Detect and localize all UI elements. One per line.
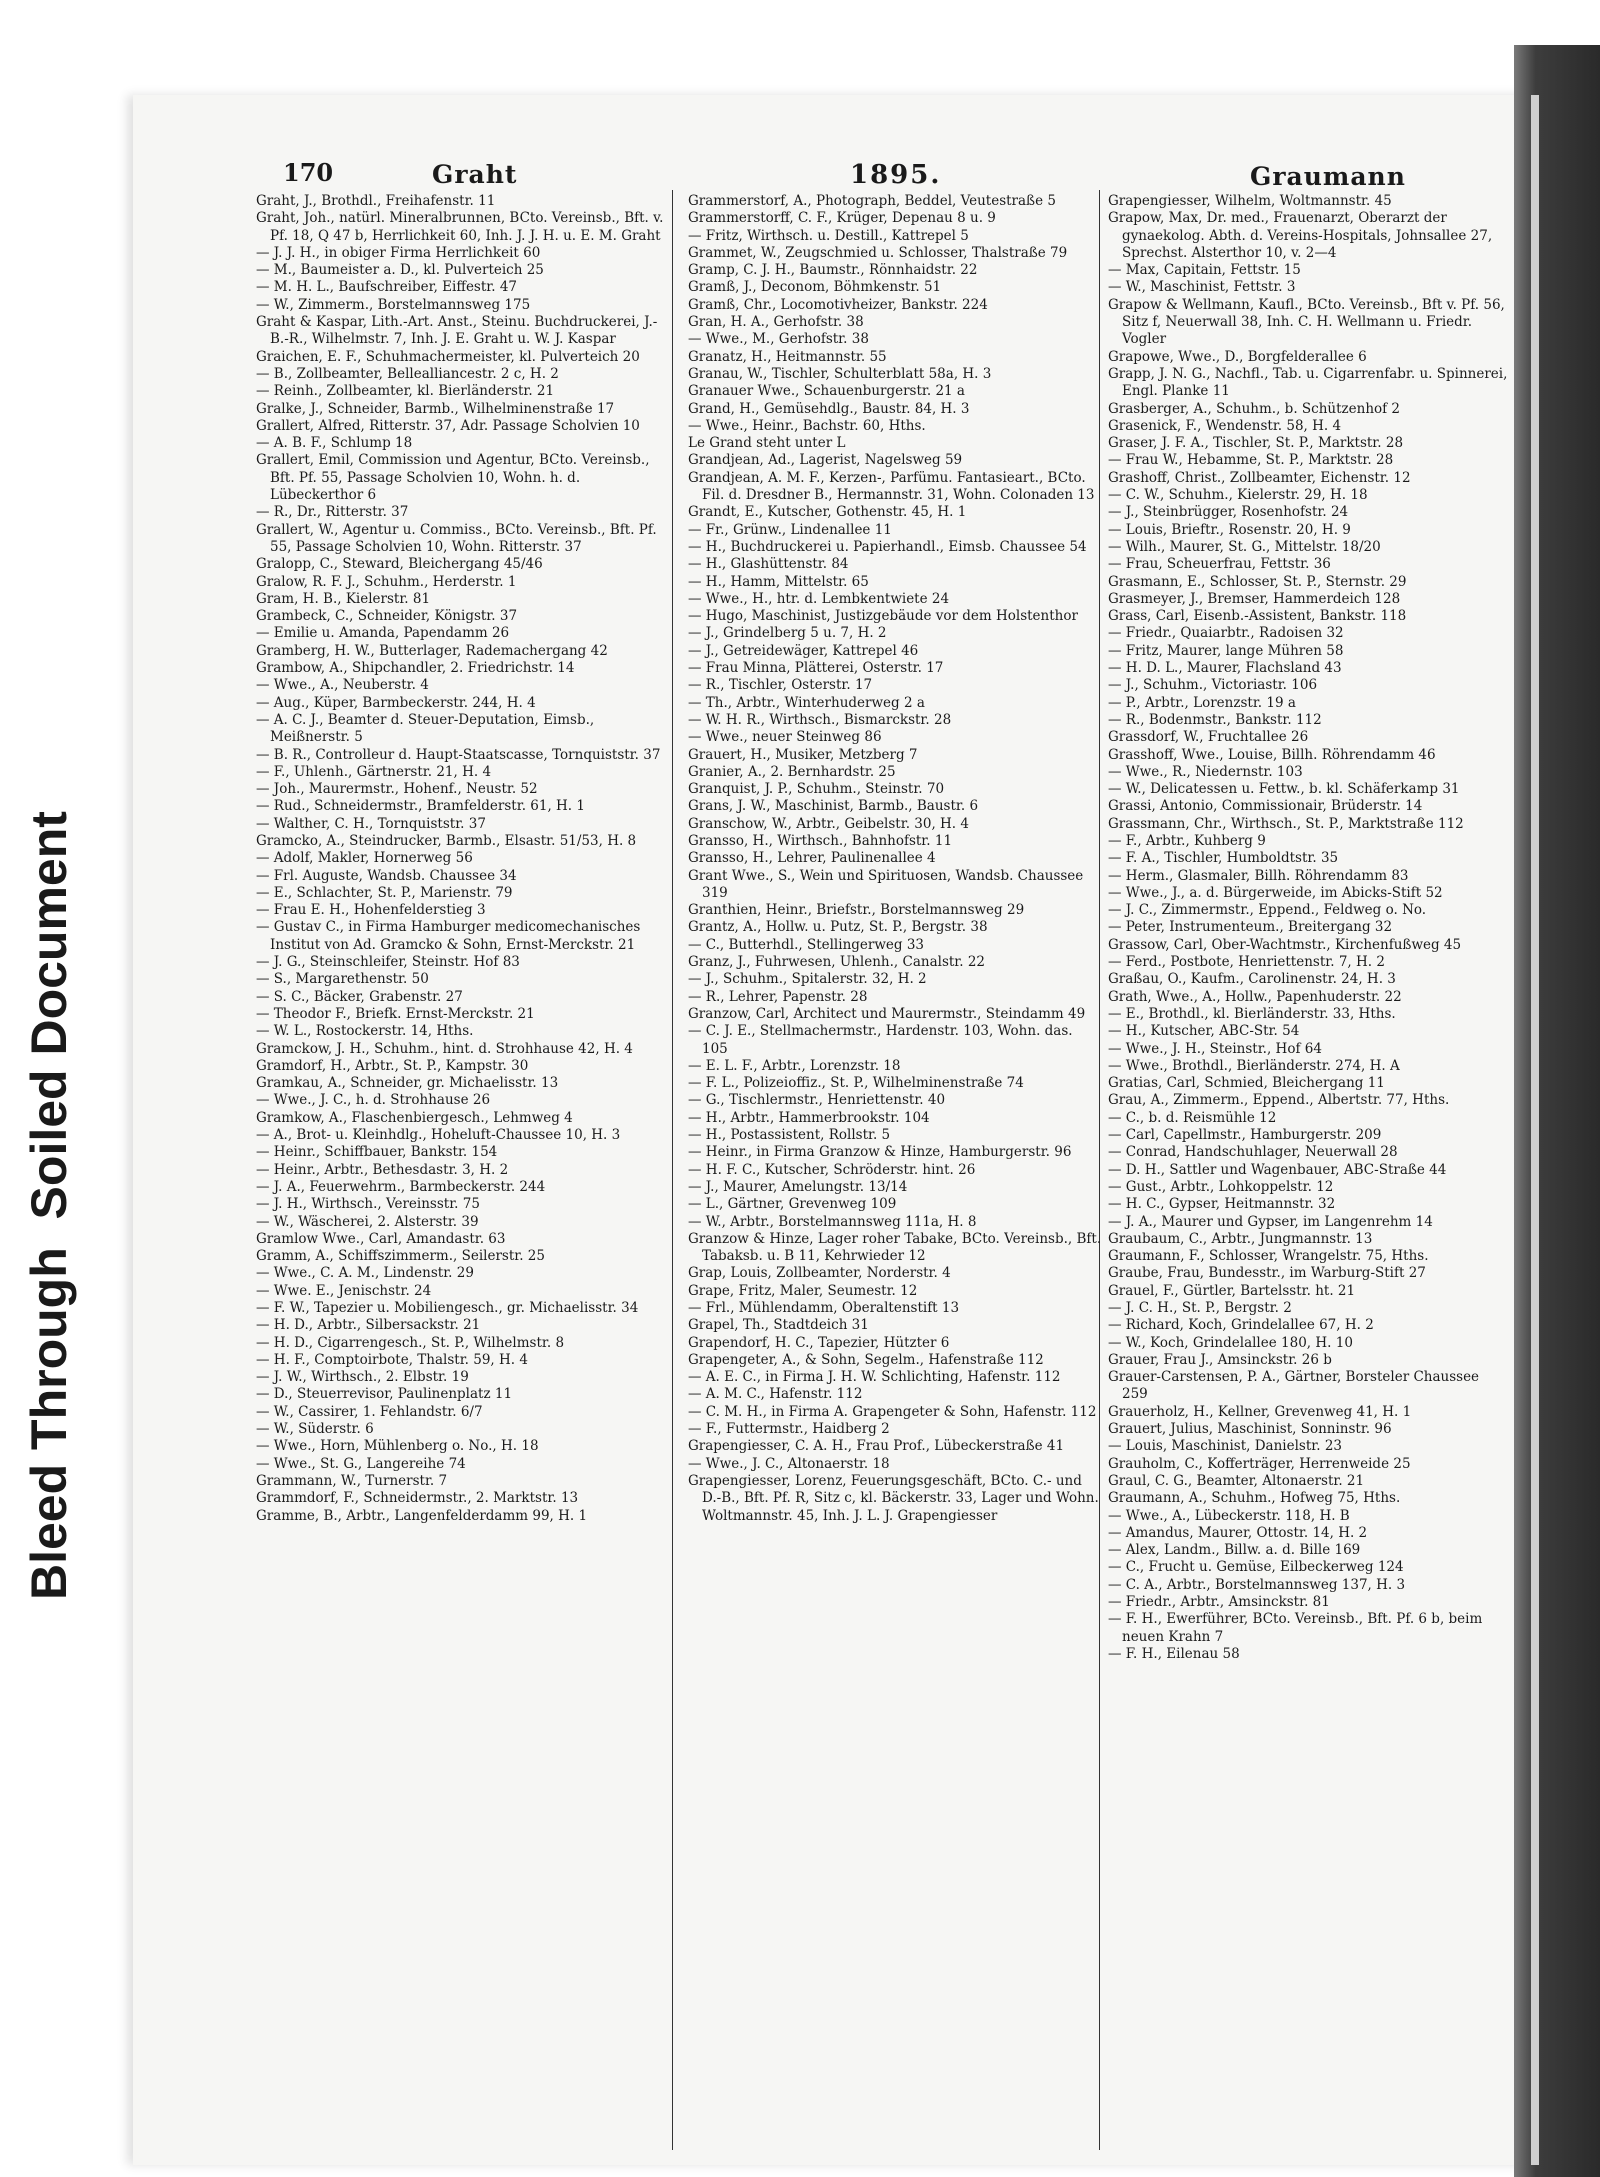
directory-entry: — E., Brothdl., kl. Bierländerstr. 33, Hths. bbox=[1108, 1005, 1396, 1022]
directory-entry: — H., Arbtr., Hammerbrookstr. 104 bbox=[688, 1109, 930, 1126]
directory-entry: Grauert, Julius, Maschinist, Sonninstr. 96 bbox=[1108, 1421, 1392, 1438]
directory-entry: Gransso, H., Lehrer, Paulinenallee 4 bbox=[688, 850, 936, 867]
directory-entry: — A. C. J., Beamter d. Steuer-Deputation, Eimsb., Meißnerstr. 5 bbox=[256, 711, 595, 746]
directory-entry: — J. C., Zimmermstr., Eppend., Feldweg o. No. bbox=[1108, 902, 1427, 919]
directory-entry: Grasberger, A., Schuhm., b. Schützenhof 2 bbox=[1108, 400, 1401, 417]
directory-entry: Gramß, Chr., Locomotivheizer, Bankstr. 224 bbox=[688, 296, 988, 313]
directory-entry: Grauholm, C., Kofferträger, Herrenweide 25 bbox=[1108, 1455, 1411, 1472]
directory-entry: Graht, J., Brothdl., Freihafenstr. 11 bbox=[256, 193, 496, 209]
directory-entry: Grant Wwe., S., Wein und Spirituosen, Wandsb. Chaussee 319 bbox=[688, 867, 1084, 901]
directory-entry: Grammerstorf, A., Photograph, Beddel, Veutestraße 5 bbox=[688, 193, 1056, 209]
directory-entry: Grallert, W., Agentur u. Commiss., BCto. Vereinsb., Bft. Pf. 55, Passage Scholvien 10, Wohn. Ritterstr. 37 bbox=[256, 521, 657, 555]
directory-entry: — J. A., Feuerwehrm., Barmbeckerstr. 244 bbox=[256, 1178, 546, 1195]
directory-entry: Granier, A., 2. Bernhardstr. 25 bbox=[688, 763, 896, 780]
directory-entry: — S. C., Bäcker, Grabenstr. 27 bbox=[256, 988, 463, 1005]
directory-column-3 bbox=[1108, 193, 1508, 2153]
directory-entry: — M. H. L., Baufschreiber, Eiffestr. 47 bbox=[256, 279, 518, 296]
directory-entry: — W. L., Rostockerstr. 14, Hths. bbox=[256, 1023, 474, 1040]
directory-entry: Grapengiesser, C. A. H., Frau Prof., Lübeckerstraße 41 bbox=[688, 1438, 1065, 1455]
directory-entry: Grapowe, Wwe., D., Borgfelderallee 6 bbox=[1108, 348, 1367, 365]
directory-entry: Grapendorf, H. C., Tapezier, Hützter 6 bbox=[688, 1334, 950, 1351]
directory-entry: — Friedr., Quaiarbtr., Radoisen 32 bbox=[1108, 625, 1344, 642]
directory-entry: — P., Arbtr., Lorenzstr. 19 a bbox=[1108, 694, 1296, 711]
directory-entry: — W., Koch, Grindelallee 180, H. 10 bbox=[1108, 1334, 1353, 1351]
directory-entry: — Alex, Landm., Billw. a. d. Bille 169 bbox=[1108, 1542, 1361, 1559]
directory-entry: — R., Dr., Ritterstr. 37 bbox=[256, 504, 409, 521]
directory-entry: — J. J. H., in obiger Firma Herrlichkeit 60 bbox=[256, 244, 541, 261]
directory-entry: Gramß, J., Deconom, Böhmkenstr. 51 bbox=[688, 279, 942, 296]
directory-entry: Grassmann, Chr., Wirthsch., St. P., Marktstraße 112 bbox=[1108, 815, 1464, 832]
directory-entry: Grauer, Frau J., Amsinckstr. 26 b bbox=[1108, 1351, 1332, 1368]
directory-entry: Grapengiesser, Wilhelm, Woltmannstr. 45 bbox=[1108, 193, 1392, 209]
directory-entry: — J., Schuhm., Spitalerstr. 32, H. 2 bbox=[688, 971, 927, 988]
directory-entry: — R., Tischler, Osterstr. 17 bbox=[688, 677, 873, 694]
directory-entry: — C., b. d. Reismühle 12 bbox=[1108, 1109, 1277, 1126]
watermark-bleed-through: Bleed Through bbox=[21, 1247, 77, 1600]
directory-entry: Grauert, H., Musiker, Metzberg 7 bbox=[688, 746, 918, 763]
directory-entry: — Gustav C., in Firma Hamburger medicomechanisches Institut von Ad. Gramcko & Sohn, Ernst-Merckstr. 21 bbox=[256, 919, 641, 953]
directory-entry: — Carl, Capellmstr., Hamburgerstr. 209 bbox=[1108, 1127, 1382, 1144]
directory-entry: — F., Uhlenh., Gärtnerstr. 21, H. 4 bbox=[256, 763, 492, 780]
directory-entry: — W., Zimmerm., Borstelmannsweg 175 bbox=[256, 296, 531, 313]
directory-entry: Graul, C. G., Beamter, Altonaerstr. 21 bbox=[1108, 1472, 1365, 1489]
directory-entry: — Louis, Brieftr., Rosenstr. 20, H. 9 bbox=[1108, 521, 1351, 538]
directory-entry: — C. J. E., Stellmachermstr., Hardenstr. 103, Wohn. das. 105 bbox=[688, 1023, 1073, 1057]
directory-entry: Graser, J. F. A., Tischler, St. P., Marktstr. 28 bbox=[1108, 435, 1404, 452]
directory-entry: — H. F., Comptoirbote, Thalstr. 59, H. 4 bbox=[256, 1351, 528, 1368]
directory-entry: Grau, A., Zimmerm., Eppend., Albertstr. 77, Hths. bbox=[1108, 1092, 1450, 1109]
directory-entry: — J. A., Maurer und Gypser, im Langenrehm 14 bbox=[1108, 1213, 1433, 1230]
directory-entry: Graßau, O., Kaufm., Carolinenstr. 24, H. 3 bbox=[1108, 971, 1396, 988]
directory-entry: — H. F. C., Kutscher, Schröderstr. hint. 26 bbox=[688, 1161, 976, 1178]
directory-entry: Grapengeter, A., & Sohn, Segelm., Hafenstraße 112 bbox=[688, 1351, 1044, 1368]
directory-entry: — Frl. Auguste, Wandsb. Chaussee 34 bbox=[256, 867, 517, 884]
directory-entry: — Heinr., Arbtr., Bethesdastr. 3, H. 2 bbox=[256, 1161, 509, 1178]
scan-warning-label bbox=[20, 811, 78, 1600]
directory-entry: — W., Süderstr. 6 bbox=[256, 1421, 374, 1438]
directory-entry: — Reinh., Zollbeamter, kl. Bierländerstr. 21 bbox=[256, 383, 555, 400]
directory-entry: — J., Getreidewäger, Kattrepel 46 bbox=[688, 642, 919, 659]
directory-entry: Grambow, A., Shipchandler, 2. Friedrichstr. 14 bbox=[256, 660, 575, 677]
directory-entry: — C. A., Arbtr., Borstelmannsweg 137, H. 3 bbox=[1108, 1576, 1406, 1593]
directory-entry: — Heinr., Schiffbauer, Bankstr. 154 bbox=[256, 1144, 498, 1161]
directory-entry: — Fritz, Maurer, lange Mühren 58 bbox=[1108, 642, 1344, 659]
directory-entry: — Herm., Glasmaler, Billh. Röhrendamm 83 bbox=[1108, 867, 1409, 884]
directory-entry: Grassi, Antonio, Commissionair, Brüderstr. 14 bbox=[1108, 798, 1423, 815]
directory-entry: — Max, Capitain, Fettstr. 15 bbox=[1108, 262, 1301, 279]
directory-entry: — W., Wäscherei, 2. Alsterstr. 39 bbox=[256, 1213, 479, 1230]
directory-entry: — H., Glashüttenstr. 84 bbox=[688, 556, 849, 573]
directory-entry: Gransso, H., Wirthsch., Bahnhofstr. 11 bbox=[688, 832, 953, 849]
directory-column-1 bbox=[256, 193, 666, 2153]
directory-entry: — J., Maurer, Amelungstr. 13/14 bbox=[688, 1178, 908, 1195]
directory-entry: — J. W., Wirthsch., 2. Elbstr. 19 bbox=[256, 1369, 469, 1386]
directory-entry: Gralke, J., Schneider, Barmb., Wilhelminenstraße 17 bbox=[256, 400, 615, 417]
directory-entry: — Frl., Mühlendamm, Oberaltenstift 13 bbox=[688, 1300, 960, 1316]
directory-entry: Graumann, F., Schlosser, Wrangelstr. 75, Hths. bbox=[1108, 1248, 1429, 1265]
directory-entry: — H., Buchdruckerei u. Papierhandl., Eimsb. Chaussee 54 bbox=[688, 538, 1087, 555]
directory-entry: Gramme, B., Arbtr., Langenfelderdamm 99, H. 1 bbox=[256, 1507, 588, 1524]
directory-entry: — Rud., Schneidermstr., Bramfelderstr. 61, H. 1 bbox=[256, 798, 585, 815]
directory-entry: Grath, Wwe., A., Hollw., Papenhuderstr. 22 bbox=[1108, 988, 1402, 1005]
watermark-soiled-document: Soiled Document bbox=[21, 811, 77, 1220]
directory-entry: — H., Postassistent, Rollstr. 5 bbox=[688, 1127, 891, 1144]
header-left-keyword: Graht bbox=[432, 160, 518, 189]
directory-entry: Grammann, W., Turnerstr. 7 bbox=[256, 1472, 448, 1489]
directory-entry: Graht & Kaspar, Lith.-Art. Anst., Steinu. Buchdruckerei, J.-B.-R., Wilhelmstr. 7, Inh. J. E. Graht u. W. J. Kaspar bbox=[256, 314, 658, 348]
directory-entry: Granthien, Heinr., Briefstr., Borstelmannsweg 29 bbox=[688, 902, 1025, 919]
directory-entry: — H. D., Cigarrengesch., St. P., Wilhelmstr. 8 bbox=[256, 1334, 565, 1351]
directory-entry: Granquist, J. P., Schuhm., Steinstr. 70 bbox=[688, 781, 945, 798]
directory-entry: — R., Lehrer, Papenstr. 28 bbox=[688, 988, 868, 1005]
directory-entry: Gramlow Wwe., Carl, Amandastr. 63 bbox=[256, 1230, 506, 1247]
directory-entry: Gramcko, A., Steindrucker, Barmb., Elsastr. 51/53, H. 8 bbox=[256, 832, 637, 849]
page-edge bbox=[1531, 95, 1539, 2165]
directory-entry: Grandjean, A. M. F., Kerzen-, Parfümu. Fantasieart., BCto. Fil. d. Dresdner B., Hermannstr. 31, Wohn. Colonaden 13 bbox=[688, 469, 1095, 504]
directory-entry: Le Grand steht unter L bbox=[688, 435, 846, 452]
directory-entry: — Adolf, Makler, Hornerweg 56 bbox=[256, 850, 473, 867]
directory-entry: — F. W., Tapezier u. Mobiliengesch., gr. Michaelisstr. 34 bbox=[256, 1300, 639, 1316]
directory-entry: Grasmeyer, J., Bremser, Hammerdeich 128 bbox=[1108, 590, 1401, 607]
directory-entry: — J. C. H., St. P., Bergstr. 2 bbox=[1108, 1300, 1292, 1316]
directory-entry: — Fritz, Wirthsch. u. Destill., Kattrepel 5 bbox=[688, 227, 969, 244]
directory-entry: Grasmann, E., Schlosser, St. P., Sternstr. 29 bbox=[1108, 573, 1407, 590]
directory-entry: Graube, Frau, Bundesstr., im Warburg-Stift 27 bbox=[1108, 1265, 1426, 1282]
directory-entry: Grape, Fritz, Maler, Seumestr. 12 bbox=[688, 1282, 918, 1299]
directory-entry: — Wwe., C. A. M., Lindenstr. 29 bbox=[256, 1265, 474, 1282]
directory-entry: — Frau Minna, Plätterei, Osterstr. 17 bbox=[688, 660, 944, 677]
directory-entry: — Richard, Koch, Grindelallee 67, H. 2 bbox=[1108, 1317, 1374, 1334]
directory-entry: — Amandus, Maurer, Ottostr. 14, H. 2 bbox=[1108, 1524, 1368, 1541]
directory-entry: — Friedr., Arbtr., Amsinckstr. 81 bbox=[1108, 1594, 1330, 1611]
directory-entry: — Wwe., H., htr. d. Lembkentwiete 24 bbox=[688, 590, 950, 607]
directory-entry: — Conrad, Handschuhlager, Neuerwall 28 bbox=[1108, 1144, 1398, 1161]
directory-entry: Granschow, W., Arbtr., Geibelstr. 30, H. 4 bbox=[688, 815, 969, 832]
directory-entry: — W. H. R., Wirthsch., Bismarckstr. 28 bbox=[688, 711, 952, 728]
directory-entry: — W., Maschinist, Fettstr. 3 bbox=[1108, 279, 1296, 296]
directory-entry: Grauerholz, H., Kellner, Grevenweg 41, H. 1 bbox=[1108, 1403, 1412, 1420]
directory-entry: Granz, J., Fuhrwesen, Uhlenh., Canalstr. 22 bbox=[688, 954, 986, 971]
directory-entry: Grapengiesser, Lorenz, Feuerungsgeschäft, BCto. C.- und D.-B., Bft. Pf. R, Sitz c, kl. Bäckerstr. 33, Lager und Wohn. Woltmannstr. 45, Inh. J. L. J. Grapengiesser bbox=[688, 1472, 1099, 1524]
directory-entry: — D. H., Sattler und Wagenbauer, ABC-Straße 44 bbox=[1108, 1161, 1447, 1178]
directory-entry: — E., Schlachter, St. P., Marienstr. 79 bbox=[256, 884, 513, 901]
directory-entry: — Wwe., J., a. d. Bürgerweide, im Abicks-Stift 52 bbox=[1108, 884, 1443, 901]
directory-entry: — B., Zollbeamter, Bellealliancestr. 2 c, H. 2 bbox=[256, 365, 559, 382]
directory-entry: Grapow & Wellmann, Kaufl., BCto. Vereinsb., Bft v. Pf. 56, Sitz f, Neuerwall 38, Inh. C. H. Wellmann u. Friedr. Vogler bbox=[1108, 296, 1505, 348]
directory-entry: Graubaum, C., Arbtr., Jungmannstr. 13 bbox=[1108, 1230, 1373, 1247]
directory-entry: — H. C., Gypser, Heitmannstr. 32 bbox=[1108, 1196, 1336, 1213]
directory-entry: — Gust., Arbtr., Lohkoppelstr. 12 bbox=[1108, 1178, 1334, 1195]
directory-entry: — Hugo, Maschinist, Justizgebäude vor dem Holstenthor bbox=[688, 608, 1078, 625]
directory-entry: — F. L., Polizeioffiz., St. P., Wilhelminenstraße 74 bbox=[688, 1075, 1024, 1092]
book-edge-shadow bbox=[1514, 45, 1600, 2177]
directory-entry: — H. D. L., Maurer, Flachsland 43 bbox=[1108, 660, 1342, 677]
directory-entry: Grasshoff, Wwe., Louise, Billh. Röhrendamm 46 bbox=[1108, 746, 1436, 763]
directory-entry: — Emilie u. Amanda, Papendamm 26 bbox=[256, 625, 510, 642]
directory-entry: Grapp, J. N. G., Nachfl., Tab. u. Cigarrenfabr. u. Spinnerei, Engl. Planke 11 bbox=[1108, 365, 1508, 400]
directory-entry: Graht, Joh., natürl. Mineralbrunnen, BCto. Vereinsb., Bft. v. Pf. 18, Q 47 b, Herrlichkeit 60, Inh. J. J. H. u. E. M. Graht bbox=[256, 210, 664, 244]
directory-entry: Gratias, Carl, Schmied, Bleichergang 11 bbox=[1108, 1075, 1385, 1092]
directory-entry: — Frau, Scheuerfrau, Fettstr. 36 bbox=[1108, 556, 1331, 573]
directory-entry: Grand, H., Gemüsehdlg., Baustr. 84, H. 3 bbox=[688, 400, 970, 417]
directory-entry: — A. M. C., Hafenstr. 112 bbox=[688, 1386, 863, 1403]
directory-entry: — G., Tischlermstr., Henriettenstr. 40 bbox=[688, 1092, 946, 1109]
directory-entry: — F. A., Tischler, Humboldtstr. 35 bbox=[1108, 850, 1339, 867]
directory-entry: — A., Brot- u. Kleinhdlg., Hoheluft-Chaussee 10, H. 3 bbox=[256, 1127, 621, 1144]
directory-entry: — Joh., Maurermstr., Hohenf., Neustr. 52 bbox=[256, 781, 538, 798]
directory-entry: Grassdorf, W., Fruchtallee 26 bbox=[1108, 729, 1309, 746]
directory-entry: — B. R., Controlleur d. Haupt-Staatscasse, Tornquiststr. 37 bbox=[256, 746, 661, 763]
directory-entry: Gramp, C. J. H., Baumstr., Rönnhaidstr. 22 bbox=[688, 262, 978, 279]
directory-entry: — M., Baumeister a. D., kl. Pulverteich 25 bbox=[256, 262, 544, 279]
directory-entry: — C. M. H., in Firma A. Grapengeter & Sohn, Hafenstr. 112 bbox=[688, 1403, 1097, 1420]
header-right-keyword: Graumann bbox=[1250, 162, 1406, 191]
directory-entry: — Wwe., J. C., Altonaerstr. 18 bbox=[688, 1455, 890, 1472]
directory-entry: Grauel, F., Gürtler, Bartelsstr. ht. 21 bbox=[1108, 1282, 1356, 1299]
directory-entry: — Wwe., St. G., Langereihe 74 bbox=[256, 1455, 466, 1472]
directory-entry: — Aug., Küper, Barmbeckerstr. 244, H. 4 bbox=[256, 694, 536, 711]
directory-entry: — Wwe., A., Neuberstr. 4 bbox=[256, 677, 429, 694]
directory-entry: Gralopp, C., Steward, Bleichergang 45/46 bbox=[256, 556, 543, 573]
directory-entry: — W., Arbtr., Borstelmannsweg 111a, H. 8 bbox=[688, 1213, 977, 1230]
directory-entry: Granatz, H., Heitmannstr. 55 bbox=[688, 348, 887, 365]
directory-entry: — Wilh., Maurer, St. G., Mittelstr. 18/20 bbox=[1108, 538, 1381, 555]
directory-entry: Gramkow, A., Flaschenbiergesch., Lehmweg 4 bbox=[256, 1109, 573, 1126]
directory-entry: Grandjean, Ad., Lagerist, Nagelsweg 59 bbox=[688, 452, 963, 469]
directory-entry: — J. G., Steinschleifer, Steinstr. Hof 83 bbox=[256, 954, 520, 971]
directory-entry: Grass, Carl, Eisenb.-Assistent, Bankstr. 118 bbox=[1108, 608, 1407, 625]
directory-entry: — Theodor F., Briefk. Ernst-Merckstr. 21 bbox=[256, 1005, 535, 1022]
directory-entry: — Wwe., Heinr., Bachstr. 60, Hths. bbox=[688, 417, 926, 434]
directory-entry: — Frau W., Hebamme, St. P., Marktstr. 28 bbox=[1108, 452, 1394, 469]
directory-entry: Grap, Louis, Zollbeamter, Norderstr. 4 bbox=[688, 1265, 951, 1282]
directory-entry: — F., Arbtr., Kuhberg 9 bbox=[1108, 832, 1266, 849]
directory-entry: — Heinr., in Firma Granzow & Hinze, Hamburgerstr. 96 bbox=[688, 1144, 1072, 1161]
directory-entry: Gramdorf, H., Arbtr., St. P., Kampstr. 30 bbox=[256, 1057, 529, 1074]
directory-entry: Grassow, Carl, Ober-Wachtmstr., Kirchenfußweg 45 bbox=[1108, 936, 1462, 953]
directory-entry: — J., Grindelberg 5 u. 7, H. 2 bbox=[688, 625, 887, 642]
directory-entry: — D., Steuerrevisor, Paulinenplatz 11 bbox=[256, 1386, 513, 1403]
directory-entry: Grauer-Carstensen, P. A., Gärtner, Borsteler Chaussee 259 bbox=[1108, 1369, 1480, 1403]
directory-entry: — Ferd., Postbote, Henriettenstr. 7, H. 2 bbox=[1108, 954, 1385, 971]
directory-entry: — Wwe., Brothdl., Bierländerstr. 274, H. A bbox=[1108, 1057, 1400, 1074]
directory-entry: — L., Gärtner, Grevenweg 109 bbox=[688, 1196, 897, 1213]
directory-entry: Graichen, E. F., Schuhmachermeister, kl. Pulverteich 20 bbox=[256, 348, 640, 365]
directory-entry: Gram, H. B., Kielerstr. 81 bbox=[256, 590, 431, 607]
directory-entry: Grasenick, F., Wendenstr. 58, H. 4 bbox=[1108, 417, 1342, 434]
directory-entry: — Wwe., neuer Steinweg 86 bbox=[688, 729, 882, 746]
directory-entry: — E. L. F., Arbtr., Lorenzstr. 18 bbox=[688, 1057, 901, 1074]
directory-entry: Grantz, A., Hollw. u. Putz, St. P., Bergstr. 38 bbox=[688, 919, 988, 936]
directory-entry: — A. B. F., Schlump 18 bbox=[256, 435, 413, 452]
directory-entry: — H. D., Arbtr., Silbersackstr. 21 bbox=[256, 1317, 481, 1334]
directory-entry: Gramkau, A., Schneider, gr. Michaelisstr. 13 bbox=[256, 1075, 559, 1092]
directory-entry: Granauer Wwe., Schauenburgerstr. 21 a bbox=[688, 383, 965, 400]
directory-entry: — Louis, Maschinist, Danielstr. 23 bbox=[1108, 1438, 1343, 1455]
directory-entry: Grashoff, Christ., Zollbeamter, Eichenstr. 12 bbox=[1108, 469, 1411, 486]
directory-entry: — J., Steinbrügger, Rosenhofstr. 24 bbox=[1108, 504, 1349, 521]
directory-entry: — Wwe., Horn, Mühlenberg o. No., H. 18 bbox=[256, 1438, 539, 1455]
directory-entry: — C. W., Schuhm., Kielerstr. 29, H. 18 bbox=[1108, 487, 1368, 504]
directory-entry: Granau, W., Tischler, Schulterblatt 58a, H. 3 bbox=[688, 365, 992, 382]
directory-entry: — Wwe., A., Lübeckerstr. 118, H. B bbox=[1108, 1507, 1350, 1524]
directory-entry: Grallert, Emil, Commission und Agentur, BCto. Vereinsb., Bft. Pf. 55, Passage Scholvien 10, Wohn. h. d. Lübeckerthor 6 bbox=[256, 452, 650, 504]
directory-entry: — C., Butterhdl., Stellingerweg 33 bbox=[688, 936, 924, 953]
directory-entry: — S., Margarethenstr. 50 bbox=[256, 971, 429, 988]
directory-entry: — Frau E. H., Hohenfelderstieg 3 bbox=[256, 902, 486, 919]
directory-entry: — Fr., Grünw., Lindenallee 11 bbox=[688, 521, 892, 538]
directory-entry: — Wwe. E., Jenischstr. 24 bbox=[256, 1282, 432, 1299]
directory-entry: Grammet, W., Zeugschmied u. Schlosser, Thalstraße 79 bbox=[688, 244, 1068, 261]
directory-entry: — J. H., Wirthsch., Vereinsstr. 75 bbox=[256, 1196, 480, 1213]
page-number: 170 bbox=[283, 158, 334, 187]
directory-entry: — Peter, Instrumenteum., Breitergang 32 bbox=[1108, 919, 1393, 936]
directory-entry: Gramckow, J. H., Schuhm., hint. d. Strohhause 42, H. 4 bbox=[256, 1040, 633, 1057]
directory-entry: Grandt, E., Kutscher, Gothenstr. 45, H. 1 bbox=[688, 504, 967, 521]
directory-entry: Grammdorf, F., Schneidermstr., 2. Marktstr. 13 bbox=[256, 1490, 579, 1507]
column-divider bbox=[672, 190, 673, 2150]
directory-entry: — F., Futtermstr., Haidberg 2 bbox=[688, 1421, 890, 1438]
directory-entry: Grapow, Max, Dr. med., Frauenarzt, Oberarzt der gynaekolog. Abth. d. Vereins-Hospitals, Johnsallee 27, Sprechst. Alsterthor 10, v. 2—4 bbox=[1108, 210, 1493, 261]
directory-entry: Gralow, R. F. J., Schuhm., Herderstr. 1 bbox=[256, 573, 517, 590]
directory-entry: — W., Delicatessen u. Fettw., b. kl. Schäferkamp 31 bbox=[1108, 781, 1460, 798]
directory-entry: Granzow & Hinze, Lager roher Tabake, BCto. Vereinsb., Bft. Tabaksb. u. B 11, Kehrwieder 12 bbox=[688, 1230, 1102, 1265]
directory-entry: — Wwe., J. C., h. d. Strohhause 26 bbox=[256, 1092, 491, 1109]
header-year: 1895. bbox=[850, 160, 942, 190]
directory-entry: — F. H., Ewerführer, BCto. Vereinsb., Bft. Pf. 6 b, beim neuen Krahn 7 bbox=[1108, 1611, 1483, 1645]
directory-entry: — A. E. C., in Firma J. H. W. Schlichting, Hafenstr. 112 bbox=[688, 1369, 1061, 1386]
directory-entry: — J., Schuhm., Victoriastr. 106 bbox=[1108, 677, 1318, 694]
directory-entry: Gramberg, H. W., Butterlager, Rademachergang 42 bbox=[256, 642, 608, 659]
directory-entry: — R., Bodenmstr., Bankstr. 112 bbox=[1108, 711, 1322, 728]
directory-entry: — H., Hamm, Mittelstr. 65 bbox=[688, 573, 869, 590]
directory-entry: Gran, H. A., Gerhofstr. 38 bbox=[688, 314, 864, 331]
directory-entry: Grammerstorff, C. F., Krüger, Depenau 8 u. 9 bbox=[688, 210, 996, 227]
directory-entry: Granzow, Carl, Architect und Maurermstr., Steindamm 49 bbox=[688, 1005, 1086, 1022]
directory-entry: Gramm, A., Schiffszimmerm., Seilerstr. 25 bbox=[256, 1248, 545, 1265]
directory-column-2 bbox=[688, 193, 1102, 2153]
directory-entry: — Wwe., M., Gerhofstr. 38 bbox=[688, 331, 869, 348]
directory-entry: — F. H., Eilenau 58 bbox=[1108, 1645, 1240, 1662]
directory-entry: — Th., Arbtr., Winterhuderweg 2 a bbox=[688, 694, 925, 711]
directory-entry: — H., Kutscher, ABC-Str. 54 bbox=[1108, 1023, 1300, 1040]
directory-entry: Grapel, Th., Stadtdeich 31 bbox=[688, 1317, 869, 1334]
directory-entry: — W., Cassirer, 1. Fehlandstr. 6/7 bbox=[256, 1403, 483, 1420]
directory-entry: — Wwe., R., Niedernstr. 103 bbox=[1108, 763, 1303, 780]
directory-entry: Grans, J. W., Maschinist, Barmb., Baustr. 6 bbox=[688, 798, 979, 815]
directory-entry: Graumann, A., Schuhm., Hofweg 75, Hths. bbox=[1108, 1490, 1401, 1507]
directory-entry: — C., Frucht u. Gemüse, Eilbeckerweg 124 bbox=[1108, 1559, 1404, 1576]
directory-entry: Grambeck, C., Schneider, Königstr. 37 bbox=[256, 608, 518, 625]
directory-entry: — Walther, C. H., Tornquiststr. 37 bbox=[256, 815, 486, 832]
directory-entry: — Wwe., J. H., Steinstr., Hof 64 bbox=[1108, 1040, 1322, 1057]
directory-entry: Grallert, Alfred, Ritterstr. 37, Adr. Passage Scholvien 10 bbox=[256, 417, 640, 434]
